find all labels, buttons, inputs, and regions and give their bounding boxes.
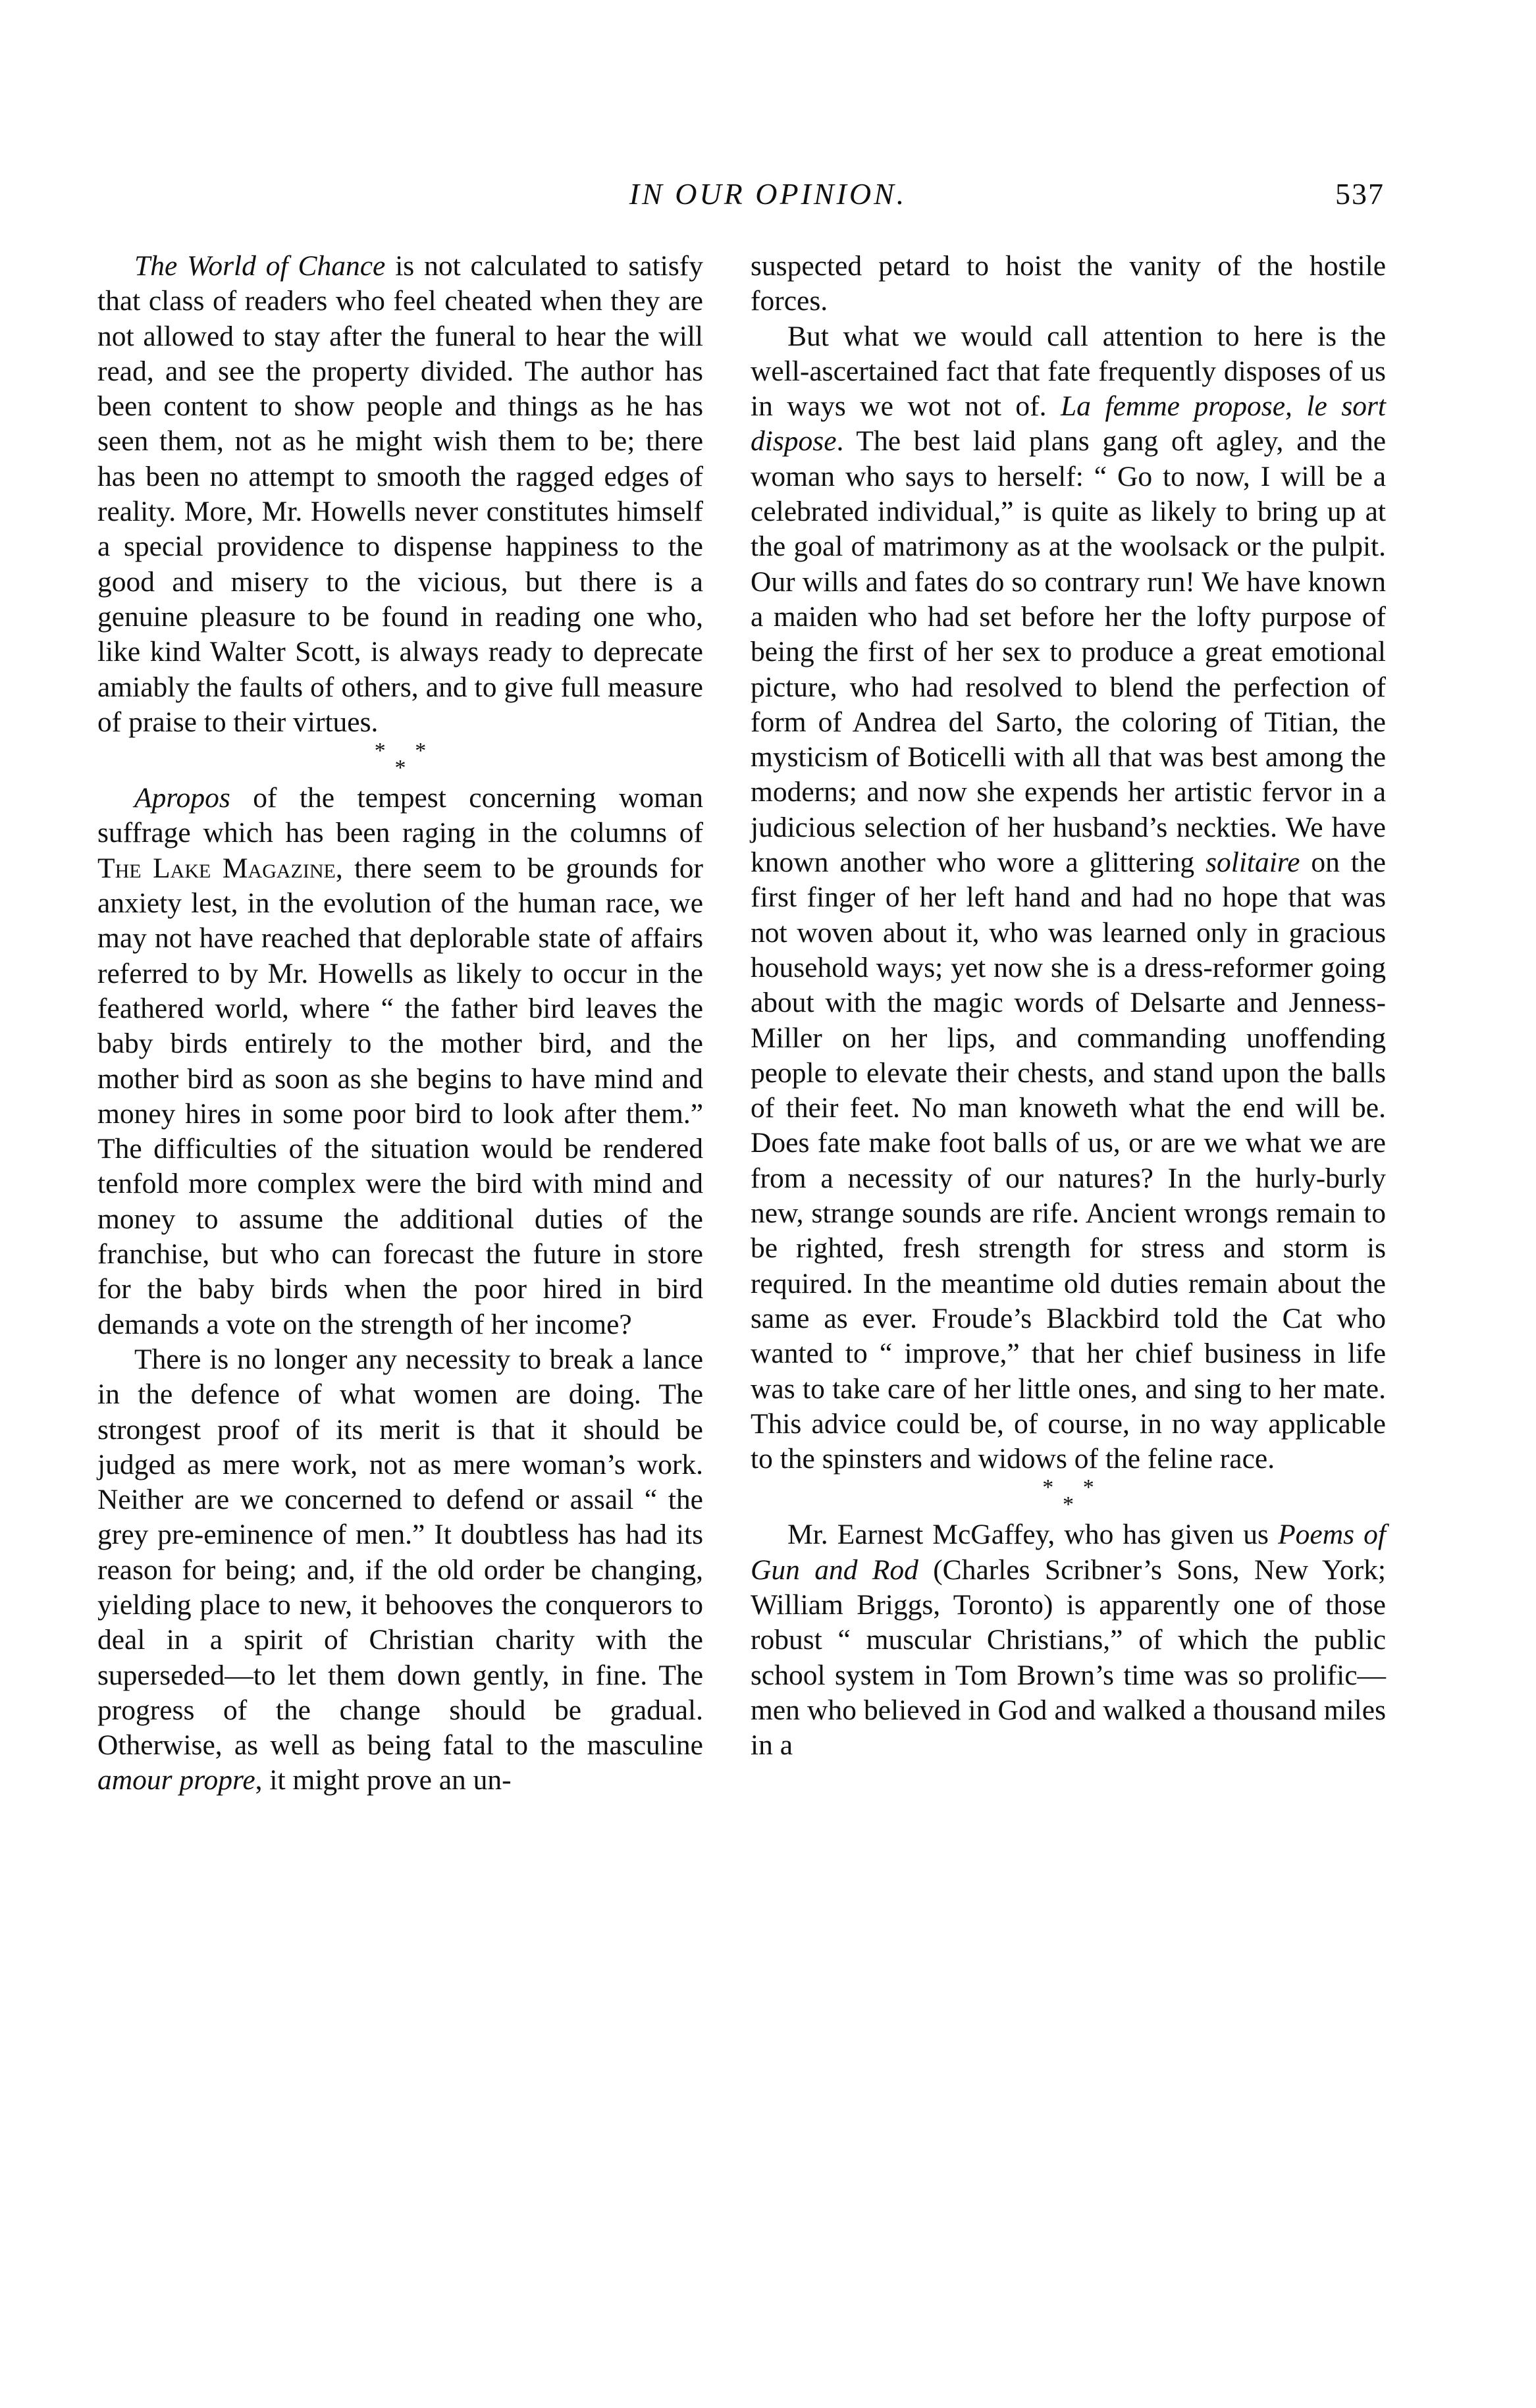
paragraph-text: Mr. Earnest McGaffey, who has given us (787, 1519, 1279, 1551)
running-title: IN OUR OPINION. (629, 177, 907, 211)
paragraph-woman-suffrage (97, 781, 703, 1342)
section-divider (97, 739, 703, 781)
asterism-top: * * (1042, 1475, 1106, 1500)
italic-phrase: amour propre (97, 1764, 255, 1796)
asterism-top: * * (374, 739, 438, 764)
paragraph-text: suspected petard to hoist the vanity of the hostile forces. (751, 250, 1386, 317)
book-title: The World of Chance (134, 250, 386, 282)
paragraph-mcgaffey (751, 1517, 1386, 1763)
page-number: 537 (1335, 177, 1385, 211)
section-divider (751, 1475, 1386, 1517)
paragraph-world-of-chance (97, 249, 703, 740)
asterism-bottom: * (394, 756, 406, 781)
paragraph-text: But what we would call attention to here is the well-ascertained fact that fate frequently disposes of us in ways we wot not of. (751, 320, 1386, 423)
asterism-bottom: * (1063, 1492, 1074, 1517)
paragraph-text: (Charles Scribner’s Sons, New York; William Briggs, Toronto) is apparently one of those robust “ muscular Christians,” of which the public school system in Tom Brown’s time was so prolific—men who believed in God and walked a thousand miles in a (751, 1554, 1386, 1762)
paragraph-text: , there seem to be grounds for anxiety lest, in the evolution of the human race, we may not have reached that deplorable state of affairs referred to by Mr. Howells as likely to occur in the feathered world, where “ the father bird leaves the baby birds entirely to the mother bird, and the mother bird as soon as she begins to have mind and money hires in some poor bird to look after them.” The difficulties of the situation would be rendered tenfold more complex were the bird with mind and money to assume the additional duties of the franchise, but who can forecast the future in store for the baby birds when the poor hired in bird demands a vote on the strength of her income? (97, 852, 703, 1340)
paragraph-text: , it might prove an un- (255, 1764, 512, 1796)
magazine-name: The Lake Magazine (97, 852, 336, 884)
paragraph-text: There is no longer any necessity to break a lance in the defence of what women are doing. The strongest proof of its merit is that it should be judged as mere work, not as mere woman’s work. Neither are we concerned to defend or assail “ the grey pre-eminence of men.” It doubtless has had its reason for being; and, if the old order be changing, yielding place to new, it behooves the conquerors to deal in a spirit of Christian charity with the superseded—to let them down gently, in fine. The progress of the change should be gradual. Otherwise, as well as being fatal to the masculine (97, 1343, 703, 1762)
book-title: Poems of Gun and Rod (751, 1519, 1386, 1586)
paragraph-text: is not calculated to satisfy that class of readers who feel cheated when they are not allowed to stay after the funeral to hear the will read, and see the property divided. The author has been content to show people and things as he has seen them, not as he might wish them to be; there has been no attempt to smooth the ragged edges of reality. More, Mr. Howells never constitutes himself a special providence to dispense happiness to the good and misery to the vicious, but there is a genuine pleasure to be found in reading one who, like kind Walter Scott, is always ready to deprecate amiably the faults of others, and to give full measure of praise to their virtues. (97, 250, 703, 738)
proverb: La femme propose, le sort dispose (751, 390, 1387, 458)
paragraph-text: of the tempest concerning woman suffrage which has been raging in the columns of (97, 782, 703, 849)
paragraph-text: . The best laid plans gang oft agley, and the woman who says to herself: “ Go to now, I will be a celebrated individual,” is quite as likely to bring up at the goal of matrimony as at the woolsack or the pulpit. Our wills and fates do so contrary run! We have known a maiden who had set before her the lofty purpose of being the first of her sex to produce a great emotional picture, who had resolved to blend the perfection of form of Andrea del Sarto, the coloring of Titian, the mysticism of Boticelli with all that was best among the moderns; and now she expends her artistic fervor in a judicious selection of her husband’s neckties. We have known another who wore a glittering (751, 425, 1386, 879)
paragraph-womens-work (97, 1342, 703, 1798)
lead-word: Apropos (134, 782, 230, 814)
left-column (97, 249, 703, 1798)
right-column (751, 249, 1386, 1763)
running-header (0, 176, 1536, 216)
italic-word: solitaire (1205, 847, 1300, 879)
paragraph-continuation (751, 249, 1386, 319)
paragraph-fate (751, 319, 1386, 1477)
paragraph-text: on the first finger of her left hand and had no hope that was not woven about it, who was learned only in gracious household ways; yet now she is a dress-reformer going about with the magic words of Delsarte and Jenness-Miller on her lips, and commanding unoffending people to elevate their chests, and stand upon the balls of their feet. No man knoweth what the end will be. Does fate make foot balls of us, or are we what we are from a necessity of our natures? In the hurly-burly new, strange sounds are rife. Ancient wrongs remain to be righted, fresh strength for stress and storm is required. In the meantime old duties remain about the same as ever. Froude’s Blackbird told the Cat who wanted to “ improve,” that her chief business in life was to take care of her little ones, and sing to her mate. This advice could be, of course, in no way applicable to the spinsters and widows of the feline race. (751, 847, 1386, 1475)
